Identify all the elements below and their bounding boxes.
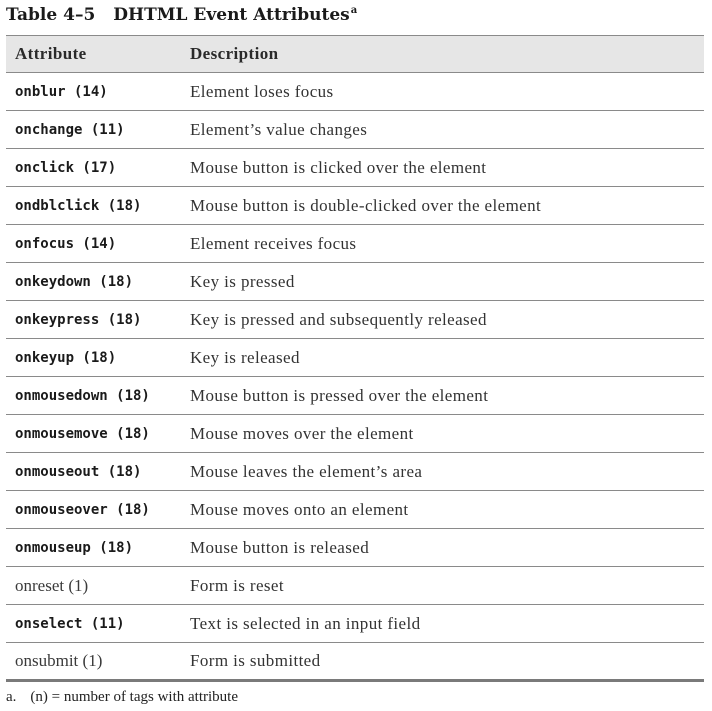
- description-cell: Element loses focus: [182, 73, 704, 111]
- description-cell: Element receives focus: [182, 225, 704, 263]
- table-body: [6, 73, 704, 681]
- description-cell: Mouse moves over the element: [182, 415, 704, 453]
- footnote-marker: a: [350, 5, 358, 16]
- description-cell: Key is released: [182, 339, 704, 377]
- table-row: [6, 567, 704, 605]
- column-header-description: Description: [182, 36, 704, 73]
- table-row: [6, 111, 704, 149]
- table-title: DHTML Event Attributes: [113, 5, 350, 25]
- attribute-cell: onmousemove (18): [6, 415, 182, 453]
- description-cell: Mouse button is released: [182, 529, 704, 567]
- attribute-cell: onsubmit (1): [15, 651, 103, 670]
- attribute-cell: onmousedown (18): [6, 377, 182, 415]
- footnote-text: (n) = number of tags with attribute: [30, 689, 238, 705]
- description-cell: Mouse button is double-clicked over the element: [182, 187, 704, 225]
- description-cell: Mouse button is pressed over the element: [182, 377, 704, 415]
- column-header-attribute: Attribute: [6, 36, 182, 73]
- attribute-cell: onkeydown (18): [6, 263, 182, 301]
- attribute-cell: onkeypress (18): [6, 301, 182, 339]
- attribute-cell: ondblclick (18): [6, 187, 182, 225]
- footnote-label: a.: [6, 689, 17, 705]
- table-row: [6, 263, 704, 301]
- attribute-cell: onkeyup (18): [6, 339, 182, 377]
- attribute-cell: onclick (17): [6, 149, 182, 187]
- table-row: [6, 491, 704, 529]
- table-row: [6, 187, 704, 225]
- table-row: [6, 339, 704, 377]
- table-row: [6, 73, 704, 111]
- description-cell: Key is pressed: [182, 263, 704, 301]
- table-row: [6, 149, 704, 187]
- table-caption: [6, 3, 357, 27]
- attribute-cell: onmouseup (18): [6, 529, 182, 567]
- table-row: [6, 643, 704, 681]
- table-row: [6, 415, 704, 453]
- description-cell: Key is pressed and subsequently released: [182, 301, 704, 339]
- table-row: [6, 453, 704, 491]
- description-cell: Mouse leaves the element’s area: [182, 453, 704, 491]
- description-cell: Form is submitted: [190, 651, 321, 670]
- table-row: [6, 225, 704, 263]
- attribute-cell: onchange (11): [6, 111, 182, 149]
- description-cell: Mouse moves onto an element: [182, 491, 704, 529]
- table-row: [6, 529, 704, 567]
- footnote: [6, 688, 238, 706]
- table-number: Table 4–5: [6, 5, 96, 25]
- description-cell: Mouse button is clicked over the element: [182, 149, 704, 187]
- table-row: [6, 377, 704, 415]
- description-cell: Form is reset: [182, 567, 704, 605]
- event-attributes-table: [6, 35, 704, 682]
- attribute-cell: onmouseout (18): [6, 453, 182, 491]
- table-header-row: [6, 36, 704, 73]
- attribute-cell: onfocus (14): [6, 225, 182, 263]
- attribute-cell: onselect (11): [6, 605, 182, 643]
- attribute-cell: onblur (14): [6, 73, 182, 111]
- table-row: [6, 605, 704, 643]
- description-cell: Element’s value changes: [182, 111, 704, 149]
- attribute-cell: onmouseover (18): [6, 491, 182, 529]
- description-cell: Text is selected in an input field: [182, 605, 704, 643]
- table-row: [6, 301, 704, 339]
- attribute-cell: onreset (1): [6, 567, 182, 605]
